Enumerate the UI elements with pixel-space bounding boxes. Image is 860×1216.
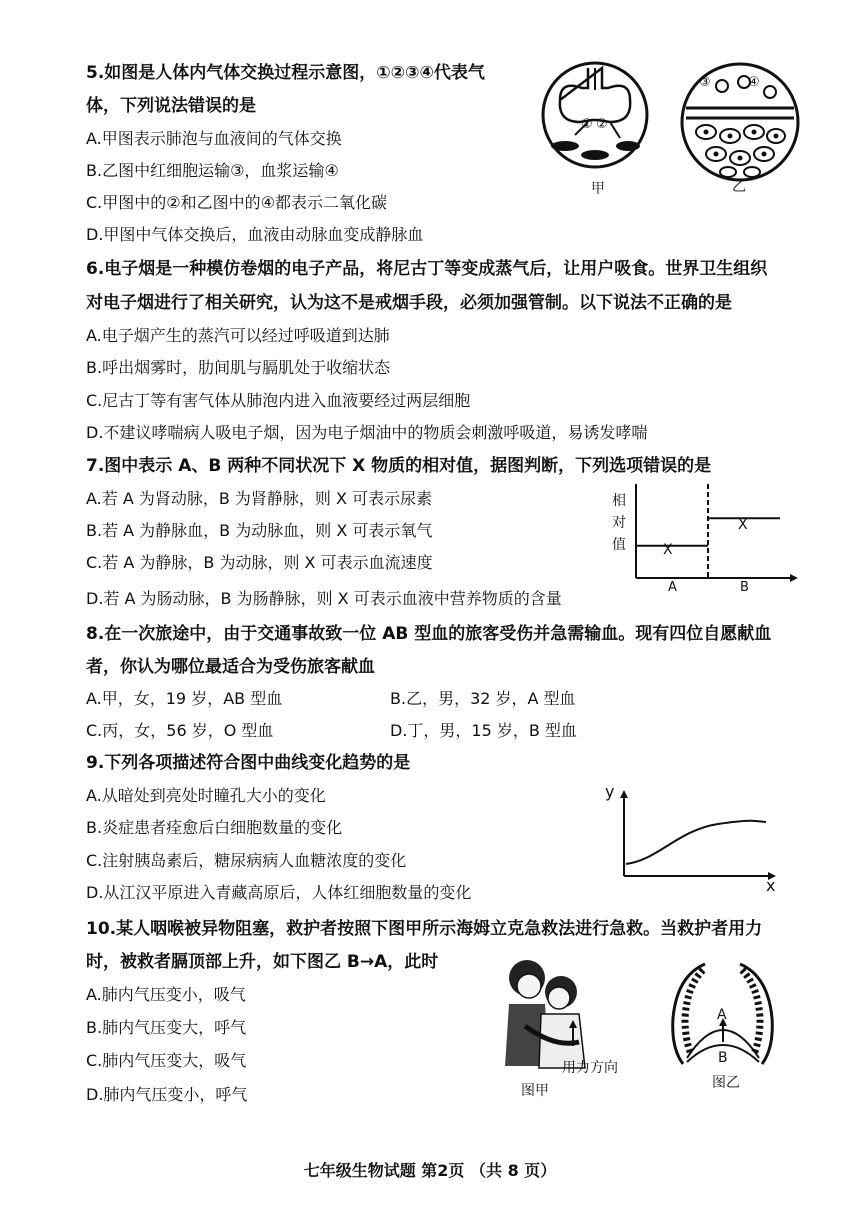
q7-x-b: B — [740, 580, 749, 595]
q8-stem-line2: 者，你认为哪位最适合为受伤旅客献血 — [86, 657, 375, 677]
q5-marker-4: ④ — [748, 75, 760, 90]
q10-option-c: C.肺内气压变大，吸气 — [86, 1051, 247, 1070]
q10-label-yi: 图乙 — [712, 1075, 740, 1091]
q7-option-d: D.若 A 为肠动脉，B 为肠静脉，则 X 可表示血液中营养物质的含量 — [86, 589, 562, 608]
q5-option-a: A.甲图表示肺泡与血液间的气体交换 — [86, 129, 342, 148]
q10-stem-line1: 10.某人咽喉被异物阻塞，救护者按照下图甲所示海姆立克急救法进行急救。当救护者用力 — [86, 919, 763, 939]
q8-option-a: A.甲，女，19 岁，AB 型血 — [86, 689, 283, 708]
q10-label-a: A — [717, 1007, 727, 1023]
q9-option-c: C.注射胰岛素后，糖尿病病人血糖浓度的变化 — [86, 851, 407, 870]
q7-x-arrow — [790, 574, 798, 582]
q8-option-d: D.丁，男，15 岁，B 型血 — [390, 721, 577, 740]
q5-option-b: B.乙图中红细胞运输③，血浆运输④ — [86, 161, 339, 180]
q5-option-c: C.甲图中的②和乙图中的④都表示二氧化碳 — [86, 193, 387, 212]
q9-option-d: D.从江汉平原进入青藏高原后，人体红细胞数量的变化 — [86, 883, 472, 902]
q10-option-a: A.肺内气压变小，吸气 — [86, 985, 246, 1004]
q7-x-a: A — [668, 580, 677, 595]
q9-stem: 9.下列各项描述符合图中曲线变化趋势的是 — [86, 753, 411, 773]
q6-option-d: D.不建议哮喘病人吸电子烟，因为电子烟油中的物质会刺激呼吸道，易诱发哮喘 — [86, 423, 648, 442]
q5-option-d: D.甲图中气体交换后，血液由动脉血变成静脉血 — [86, 225, 424, 244]
q7-series-label-b: X — [738, 517, 748, 533]
q10-force-direction: 用力方向 — [562, 1060, 618, 1076]
q7-chart — [630, 482, 800, 586]
q8-option-b: B.乙，男，32 岁，A 型血 — [390, 689, 576, 708]
q6-option-b: B.呼出烟雾时，肋间肌与膈肌处于收缩状态 — [86, 358, 391, 377]
capillary-tissue-diagram — [678, 60, 802, 184]
q6-stem-line2: 对电子烟进行了相关研究，认为这不是戒烟手段，必须加强管制。以下说法不正确的是 — [86, 293, 732, 313]
q9-y-label: y — [605, 782, 615, 801]
q9-chart — [618, 790, 778, 886]
q8-option-c: C.丙，女，56 岁，O 型血 — [86, 721, 274, 740]
page-footer: 七年级生物试题 第2页 （共 8 页） — [303, 1161, 557, 1180]
q9-curve — [626, 821, 766, 864]
q7-ylabel-1: 相 — [612, 493, 626, 509]
q9-x-label: x — [766, 876, 776, 895]
q5-marker-1: ① — [581, 117, 593, 132]
q6-stem-line1: 6.电子烟是一种模仿卷烟的电子产品，将尼古丁等变成蒸气后，让用户吸食。世界卫生组织 — [86, 259, 768, 279]
q7-option-c: C.若 A 为静脉，B 为动脉，则 X 可表示血流速度 — [86, 553, 433, 572]
q10-label-b: B — [718, 1050, 728, 1066]
q6-option-c: C.尼古丁等有害气体从肺泡内进入血液要经过两层细胞 — [86, 391, 471, 410]
q9-option-a: A.从暗处到亮处时瞳孔大小的变化 — [86, 786, 326, 805]
q5-stem-line1: 5.如图是人体内气体交换过程示意图，①②③④代表气 — [86, 63, 485, 83]
q9-y-arrow — [620, 790, 628, 798]
q6-option-a: A.电子烟产生的蒸汽可以经过呼吸道到达肺 — [86, 326, 390, 345]
q5-stem-line2: 体，下列说法错误的是 — [86, 96, 256, 116]
q10-option-d: D.肺内气压变小，呼气 — [86, 1085, 248, 1104]
q10-stem-line2: 时，被救者膈顶部上升，如下图乙 B→A，此时 — [86, 952, 439, 972]
q7-ylabel-3: 值 — [612, 537, 626, 553]
q10-label-jia: 图甲 — [521, 1083, 549, 1099]
q5-label-yi: 乙 — [732, 179, 746, 195]
q7-stem: 7.图中表示 A、B 两种不同状况下 X 物质的相对值，据图判断，下列选项错误的是 — [86, 456, 712, 476]
q7-option-b: B.若 A 为静脉血，B 为动脉血，则 X 可表示氧气 — [86, 521, 433, 540]
q8-stem-line1: 8.在一次旅途中，由于交通事故致一位 AB 型血的旅客受伤并急需输血。现有四位自愿献血 — [86, 624, 772, 644]
q7-ylabel-2: 对 — [612, 515, 626, 531]
q7-series-label-a: X — [663, 542, 673, 558]
q5-marker-2: ② — [596, 117, 608, 132]
q9-option-b: B.炎症患者痊愈后白细胞数量的变化 — [86, 818, 343, 837]
q5-label-jia: 甲 — [591, 181, 605, 197]
alveolus-diagram — [540, 60, 650, 185]
q7-option-a: A.若 A 为肾动脉，B 为肾静脉，则 X 可表示尿素 — [86, 489, 433, 508]
q5-marker-3: ③ — [699, 75, 711, 90]
q10-option-b: B.肺内气压变大，呼气 — [86, 1018, 247, 1037]
